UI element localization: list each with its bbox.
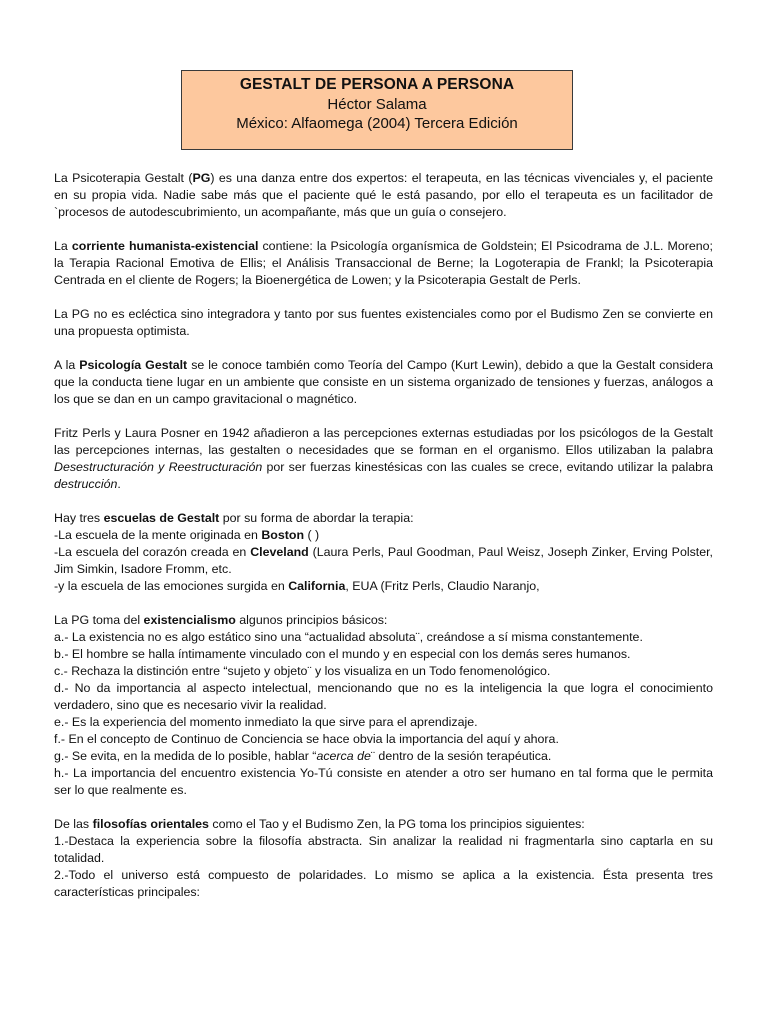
- text-run: Hay tres: [54, 511, 104, 525]
- paragraph-integrative: La PG no es ecléctica sino integradora y tanto por sus fuentes existenciales como por el Budismo Zen se convierte en una propuesta optimista.: [54, 307, 713, 338]
- text-run: -La escuela del corazón creada en: [54, 545, 251, 559]
- paragraph-humanist: [54, 238, 713, 289]
- list-item: [54, 527, 713, 544]
- document-title: GESTALT DE PERSONA A PERSONA: [239, 76, 515, 93]
- list-item: [54, 578, 713, 595]
- text-run: ) es una danza entre dos expertos: el terapeuta, en las técnicas vivenciales y, el paciente en su propia vida. Nadie sabe más que el paciente qué le está pasando, por ello el terapeuta es un facilitador de `procesos de autodescubrimiento, un acompañante, más que un guía o consejero.: [54, 171, 713, 219]
- list-item: 2.-Todo el universo está compuesto de polaridades. Lo mismo se aplica a la existencia. Ésta presenta tres características principales:: [54, 868, 713, 899]
- list-item: f.- En el concepto de Continuo de Conciencia se hace obvia la importancia del aquí y ahora.: [54, 732, 559, 746]
- document-body: [54, 170, 713, 918]
- document-author: Héctor Salama: [327, 96, 427, 113]
- text-run: Fritz Perls y Laura Posner en 1942 añadieron a las percepciones externas estudiadas por los psicólogos de la Gestalt las percepciones internas, las gestalten o necesidades que se forman en el organismo. Ellos utilizaban la palabra: [54, 426, 713, 457]
- list-item: e.- Es la experiencia del momento inmediato la que sirve para el aprendizaje.: [54, 715, 478, 729]
- bold-term: California: [288, 579, 346, 593]
- bold-term: escuelas de Gestalt: [103, 511, 220, 525]
- list-item: a.- La existencia no es algo estático sino una “actualidad absoluta¨, creándose a sí misma constantemente.: [54, 630, 643, 644]
- text-run: La: [54, 239, 72, 253]
- bold-term: existencialismo: [143, 613, 236, 627]
- list-item: b.- El hombre se halla íntimamente vinculado con el mundo y en especial con los demás seres humanos.: [54, 647, 631, 661]
- text-run: ¨ dentro de la sesión terapéutica.: [370, 749, 552, 763]
- text-run: por ser fuerzas kinestésicas con las cuales se crece, evitando utilizar la palabra: [262, 460, 713, 474]
- list-intro: [54, 510, 713, 527]
- list-intro: [54, 816, 713, 833]
- text-run: algunos principios básicos:: [235, 613, 388, 627]
- bold-term: filosofías orientales: [92, 817, 209, 831]
- text-run: -La escuela de la mente originada en: [54, 528, 262, 542]
- paragraph-schools: [54, 510, 713, 595]
- text-run: se le conoce también como Teoría del Campo (Kurt Lewin), debido a que la Gestalt considera que la conducta tiene lugar en un ambiente que consiste en un sistema organizado de tensiones y fuerzas, análogos a los que se dan en un campo gravitacional o magnético.: [54, 358, 714, 406]
- text-run: ( ): [304, 528, 320, 542]
- text-run: La Psicoterapia Gestalt (: [54, 171, 193, 185]
- publication-info: México: Alfaomega (2004) Tercera Edición: [236, 115, 518, 132]
- italic-term: Desestructuración y Reestructuración: [54, 460, 263, 474]
- list-item: h.- La importancia del encuentro existencia Yo-Tú consiste en atender a otro ser humano en tal forma que le permita ser lo que realmente es.: [54, 766, 713, 797]
- text-run: contiene: la Psicología organísmica de Goldstein; El Psicodrama de J.L. Moreno; la Terapia Racional Emotiva de Ellis; el Análisis Transaccional de Berne; la Logoterapia de Frankl; la Psicoterapia Centrada en el cliente de Rogers; la Bioenergética de Lowen; y la Psicoterapia Gestalt de Perls.: [54, 239, 713, 287]
- text-run: , EUA (Fritz Perls, Claudio Naranjo,: [345, 579, 540, 593]
- paragraph-intro: [54, 170, 713, 221]
- text-run: A la: [54, 358, 80, 372]
- text-run: como el Tao y el Budismo Zen, la PG toma los principios siguientes:: [208, 817, 585, 831]
- text-run: .: [117, 477, 121, 491]
- list-item: [54, 748, 713, 765]
- paragraph-perls: [54, 425, 713, 493]
- bold-term: PG: [192, 171, 211, 185]
- list-intro: [54, 612, 713, 629]
- text-run: De las: [54, 817, 93, 831]
- text-run: -y la escuela de las emociones surgida en: [54, 579, 289, 593]
- bold-term: Psicología Gestalt: [79, 358, 188, 372]
- bold-term: corriente humanista-existencial: [71, 239, 259, 253]
- list-item: c.- Rechaza la distinción entre “sujeto y objeto¨ y los visualiza en un Todo fenomenológico.: [54, 664, 551, 678]
- paragraph-existentialism: [54, 612, 713, 799]
- text-run: (Laura Perls, Paul Goodman, Paul Weisz, Joseph Zinker, Erving Polster, Jim Simkin, Isadore Fromm, etc.: [54, 545, 713, 576]
- bold-term: Boston: [261, 528, 305, 542]
- italic-term: acerca de: [316, 749, 371, 763]
- bold-term: Cleveland: [250, 545, 309, 559]
- list-item: 1.-Destaca la experiencia sobre la filosofía abstracta. Sin analizar la realidad ni fragmentarla sino captarla en su totalidad.: [54, 834, 713, 865]
- paragraph-gestalt-psychology: [54, 357, 713, 408]
- title-box: [181, 70, 573, 150]
- text-run: por su forma de abordar la terapia:: [219, 511, 414, 525]
- text-run: La PG toma del: [54, 613, 144, 627]
- text-run: g.- Se evita, en la medida de lo posible, hablar “: [54, 749, 317, 763]
- italic-term: destrucción: [54, 477, 118, 491]
- list-item: d.- No da importancia al aspecto intelectual, mencionando que no es la inteligencia la que logra el conocimiento verdadero, sino que es necesario vivir la realidad.: [54, 681, 713, 712]
- paragraph-eastern-philosophy: [54, 816, 713, 901]
- list-item: [54, 544, 713, 578]
